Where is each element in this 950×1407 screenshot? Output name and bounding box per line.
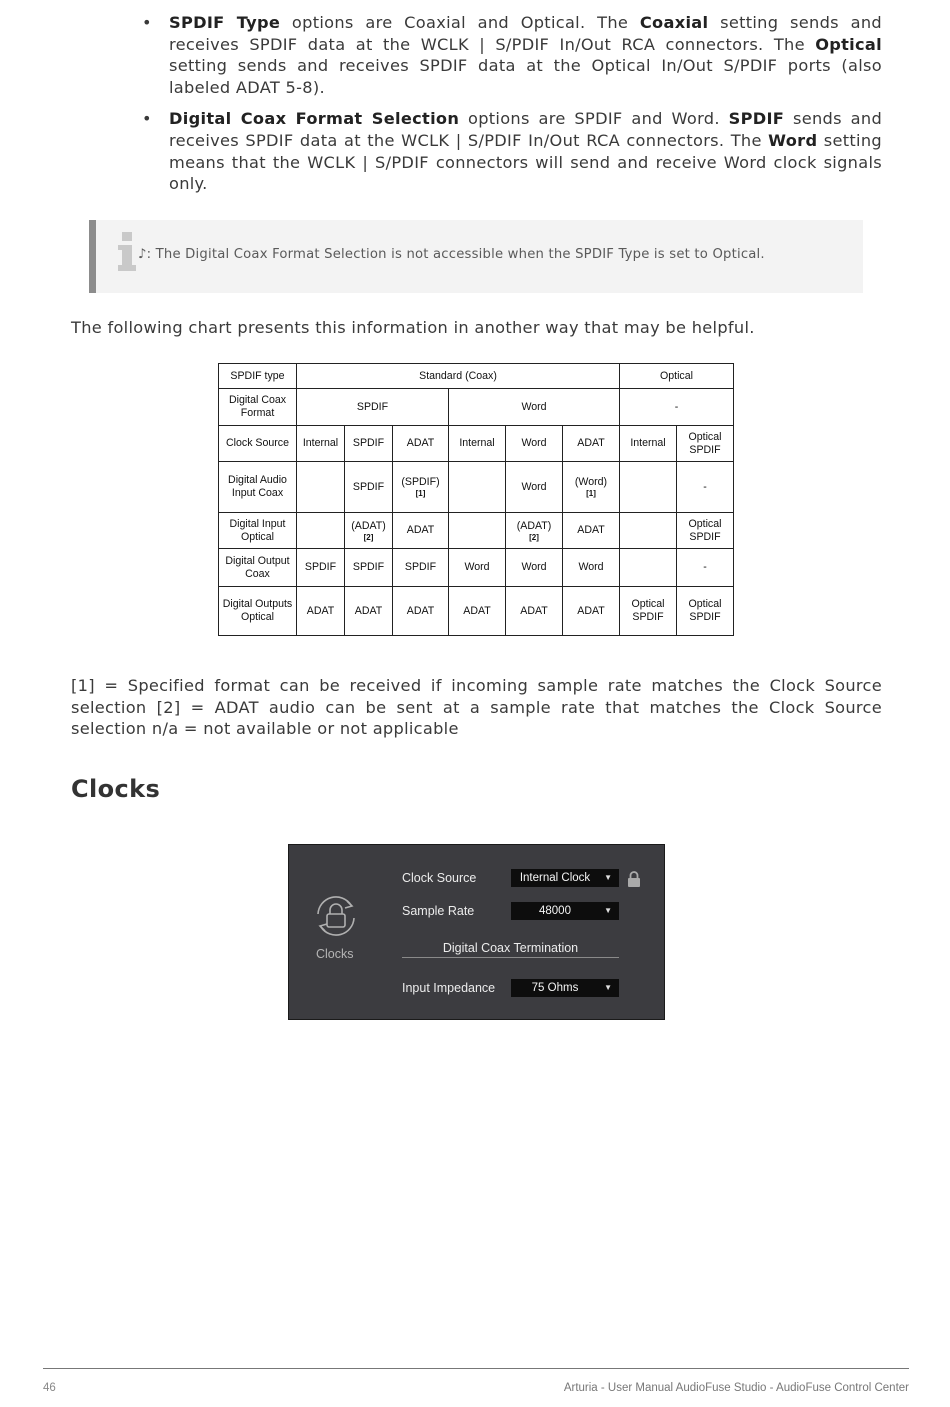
table-cell: SPDIF <box>297 389 449 426</box>
page-number: 46 <box>43 1382 56 1394</box>
table-cell <box>620 462 677 513</box>
chevron-down-icon: ▼ <box>604 873 612 882</box>
table-row <box>219 549 734 587</box>
table-cell: Internal <box>297 426 345 462</box>
footnotes: [1] = Specified format can be received if incoming sample rate matches the Clock Source selection [2] = ADAT audio can be sent at a sample rate that matches the Clock Source selection n/a = not available or not applicable <box>71 676 882 739</box>
chevron-down-icon: ▼ <box>604 906 612 915</box>
clocks-side-label: Clocks <box>316 947 354 961</box>
table-cell <box>297 513 345 549</box>
row-header: Clock Source <box>219 426 297 462</box>
footnote-marker: [1] <box>586 489 596 498</box>
footer-divider <box>43 1368 909 1369</box>
table-cell: ADAT <box>563 426 620 462</box>
table-cell <box>449 462 506 513</box>
bullet-spdif-type: • SPDIF Type options are Coaxial and Optical. The Coaxial setting sends and receives SPDIF data at the WCLK | S/PDIF In/Out RCA connectors. The Optical setting sends and receives SPDIF data at the Optical In/Out S/PDIF ports (also labeled ADAT 5-8). <box>142 13 882 97</box>
table-cell <box>297 462 345 513</box>
table-cell: (Word) [1] <box>563 462 620 513</box>
sample-rate-dropdown[interactable] <box>511 902 619 920</box>
table-cell: - <box>620 389 734 426</box>
table-cell: SPDIF <box>297 549 345 587</box>
chart-intro: The following chart presents this information in another way that may be helpful. <box>71 318 755 337</box>
table-cell: Word <box>506 426 563 462</box>
bullet-list <box>140 12 882 205</box>
table-cell: Word <box>449 389 620 426</box>
termination-title: Digital Coax Termination <box>442 941 579 955</box>
table-cell: Internal <box>620 426 677 462</box>
table-cell: ADAT <box>345 587 393 636</box>
table-cell: - <box>677 462 734 513</box>
spdif-table <box>218 363 734 636</box>
table-cell <box>620 513 677 549</box>
sample-rate-label: Sample Rate <box>402 904 475 918</box>
table-cell: - <box>677 549 734 587</box>
input-impedance-dropdown[interactable] <box>511 979 619 997</box>
table-cell: ADAT <box>449 587 506 636</box>
table-cell: SPDIF <box>345 462 393 513</box>
note-text: ♪: The Digital Coax Format Selection is not accessible when the SPDIF Type is set to Optical. <box>138 247 765 262</box>
table-cell: Word <box>506 549 563 587</box>
table-row <box>219 513 734 549</box>
footnote-marker: [1] <box>415 489 426 498</box>
row-header: Digital Coax Format <box>219 389 297 426</box>
clocks-panel <box>288 844 665 1020</box>
table-cell: ADAT <box>393 426 449 462</box>
table-cell: Optical SPDIF <box>620 587 677 636</box>
table-row <box>219 426 734 462</box>
table-cell: ADAT <box>297 587 345 636</box>
table-cell <box>620 549 677 587</box>
row-header: Digital Outputs Optical <box>219 587 297 636</box>
bullet-digital-coax-format: • Digital Coax Format Selection options are SPDIF and Word. SPDIF sends and receives SPDIF data at the WCLK | S/PDIF In/Out RCA connectors. The Word setting means that the WCLK | S/PDIF connectors will send and receive Word clock signals only. <box>142 109 883 194</box>
table-cell: ADAT <box>393 513 449 549</box>
table-cell: SPDIF <box>393 549 449 587</box>
clock-source-label: Clock Source <box>402 871 477 885</box>
footer-text: Arturia - User Manual AudioFuse Studio - AudioFuse Control Center <box>563 1382 909 1394</box>
divider <box>402 957 619 958</box>
table-cell: ADAT <box>563 587 620 636</box>
table-cell: Standard (Coax) <box>297 364 620 389</box>
clock-lock-icon <box>311 893 361 939</box>
table-cell: Optical SPDIF <box>677 426 734 462</box>
table-cell: Word <box>506 462 563 513</box>
table-row <box>219 389 734 426</box>
table-cell: SPDIF <box>345 426 393 462</box>
chevron-down-icon: ▼ <box>604 983 612 992</box>
table-row <box>219 587 734 636</box>
table-cell: (ADAT) [2] <box>345 513 393 549</box>
table-cell: SPDIF <box>345 549 393 587</box>
table-cell: Word <box>563 549 620 587</box>
table-cell: Optical SPDIF <box>677 513 734 549</box>
table-row <box>219 364 734 389</box>
table-cell: (SPDIF) [1] <box>393 462 449 513</box>
row-header: Digital Output Coax <box>219 549 297 587</box>
row-header: Digital Input Optical <box>219 513 297 549</box>
bullet-dot: • <box>142 13 152 32</box>
info-icon <box>116 230 138 274</box>
table-cell: ADAT <box>506 587 563 636</box>
footnote-marker: [2] <box>529 532 539 542</box>
bullet-dot: • <box>142 109 152 129</box>
lock-icon[interactable] <box>627 871 641 887</box>
table-cell: Optical <box>620 364 734 389</box>
table-cell: ADAT <box>563 513 620 549</box>
table-cell: Word <box>449 549 506 587</box>
table-cell <box>449 513 506 549</box>
input-impedance-label: Input Impedance <box>402 981 496 995</box>
footnote-marker: [2] <box>363 532 374 542</box>
input-impedance-value: 75 Ohms <box>531 982 579 994</box>
table-cell: (ADAT) [2] <box>506 513 563 549</box>
table-cell: Internal <box>449 426 506 462</box>
bullet-term: Digital Coax Format Selection <box>169 109 460 129</box>
info-note <box>89 220 863 293</box>
section-title: Clocks <box>71 775 161 803</box>
sample-rate-value: 48000 <box>539 905 571 917</box>
table-row <box>219 462 734 513</box>
clock-source-dropdown[interactable] <box>511 869 619 887</box>
clock-source-value: Internal Clock <box>519 872 591 884</box>
row-header: Digital Audio Input Coax <box>219 462 297 513</box>
table-cell: ADAT <box>393 587 449 636</box>
bullet-term: SPDIF Type <box>169 13 281 32</box>
row-header: SPDIF type <box>219 364 297 389</box>
table-cell: Optical SPDIF <box>677 587 734 636</box>
